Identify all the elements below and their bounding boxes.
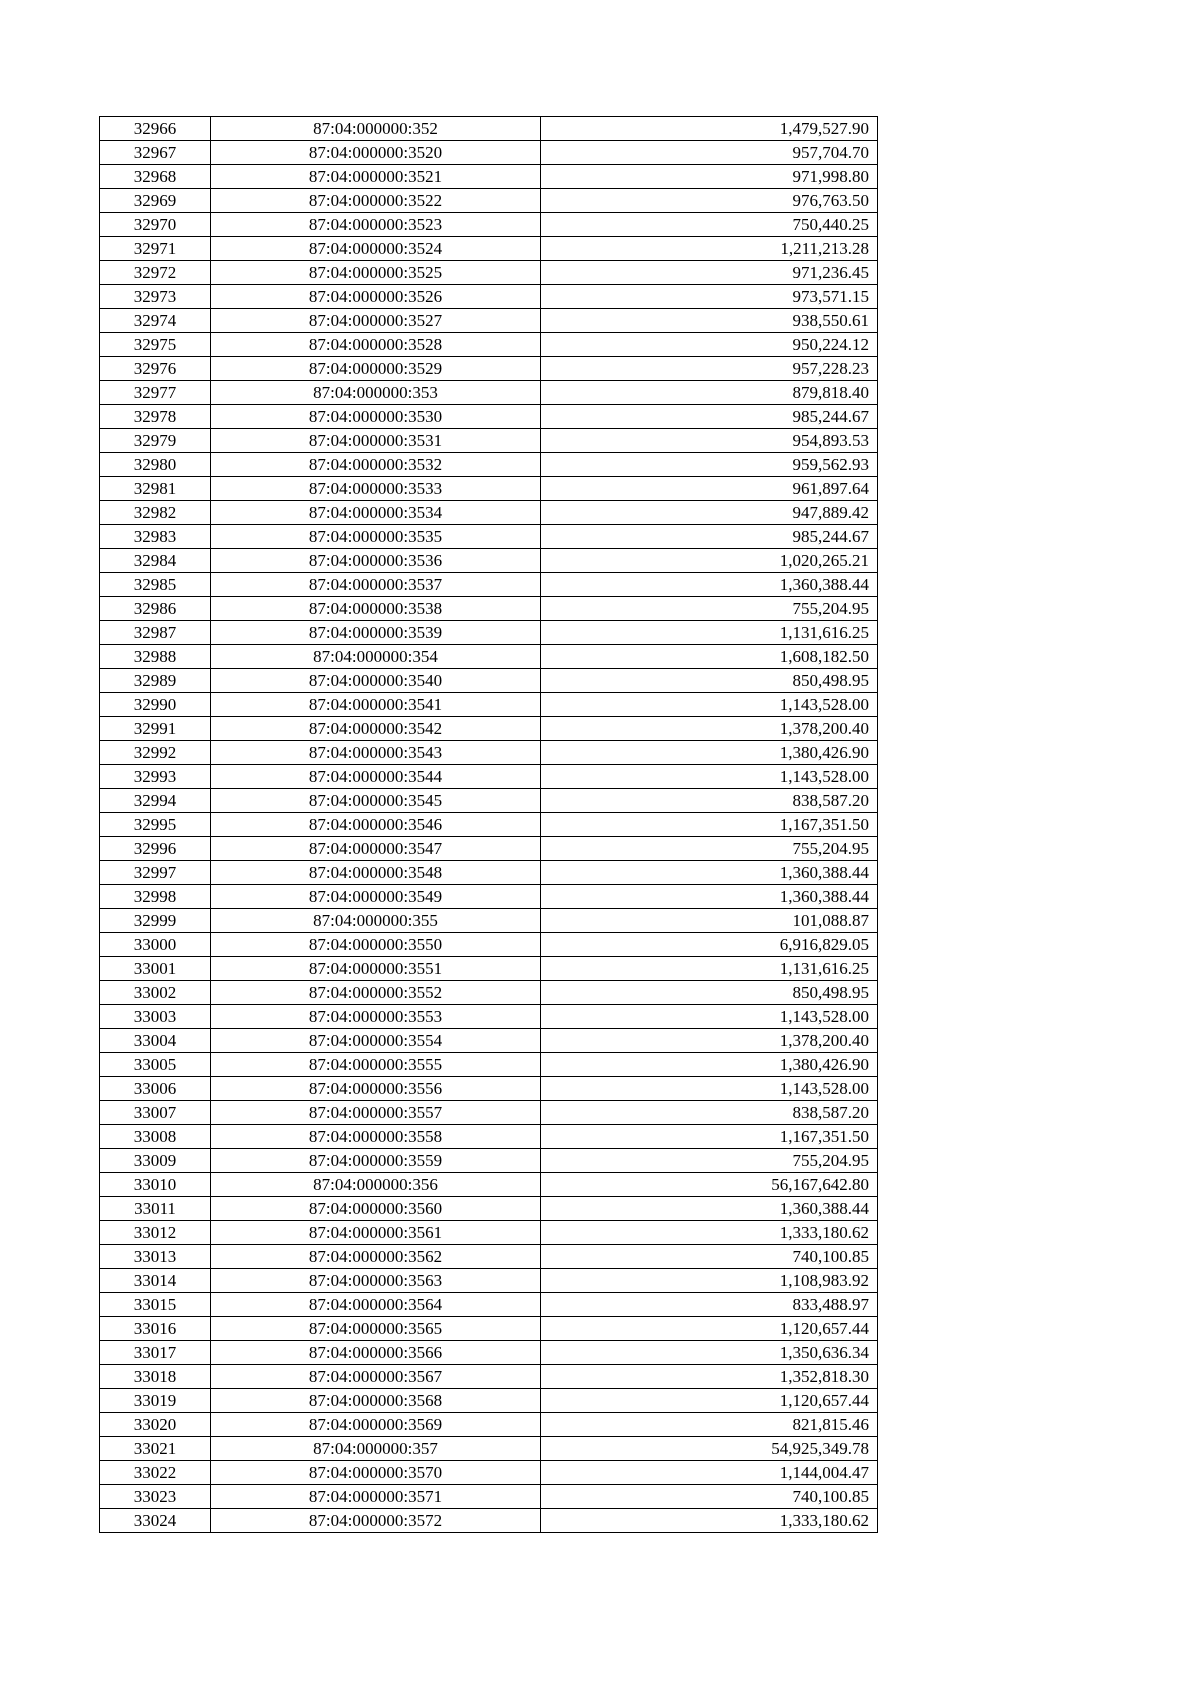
cell-code: 87:04:000000:3554 [211, 1029, 541, 1053]
cell-code: 87:04:000000:3556 [211, 1077, 541, 1101]
cell-code: 87:04:000000:3568 [211, 1389, 541, 1413]
cell-amount: 1,143,528.00 [541, 1005, 878, 1029]
cell-id: 33013 [100, 1245, 211, 1269]
table-row [100, 741, 878, 765]
cell-id: 33019 [100, 1389, 211, 1413]
table-row [100, 117, 878, 141]
cell-id: 32969 [100, 189, 211, 213]
cell-amount: 755,204.95 [541, 1149, 878, 1173]
cell-amount: 838,587.20 [541, 1101, 878, 1125]
cell-amount: 1,120,657.44 [541, 1317, 878, 1341]
cell-id: 32992 [100, 741, 211, 765]
cell-code: 87:04:000000:357 [211, 1437, 541, 1461]
cell-id: 32966 [100, 117, 211, 141]
table-row [100, 405, 878, 429]
table-body [100, 117, 878, 1533]
cell-amount: 950,224.12 [541, 333, 878, 357]
cell-id: 33015 [100, 1293, 211, 1317]
cell-code: 87:04:000000:3560 [211, 1197, 541, 1221]
cell-id: 32995 [100, 813, 211, 837]
cell-id: 33000 [100, 933, 211, 957]
cell-amount: 959,562.93 [541, 453, 878, 477]
cell-amount: 971,236.45 [541, 261, 878, 285]
data-table [99, 116, 878, 1533]
cell-amount: 1,020,265.21 [541, 549, 878, 573]
cell-amount: 1,378,200.40 [541, 717, 878, 741]
table-row [100, 1245, 878, 1269]
cell-amount: 1,380,426.90 [541, 1053, 878, 1077]
table-row [100, 1509, 878, 1533]
cell-id: 33011 [100, 1197, 211, 1221]
table-row [100, 597, 878, 621]
cell-code: 87:04:000000:3549 [211, 885, 541, 909]
cell-id: 33014 [100, 1269, 211, 1293]
table-row [100, 549, 878, 573]
cell-amount: 1,360,388.44 [541, 1197, 878, 1221]
cell-code: 87:04:000000:3548 [211, 861, 541, 885]
cell-code: 87:04:000000:3561 [211, 1221, 541, 1245]
table-row [100, 813, 878, 837]
table-row [100, 1365, 878, 1389]
cell-code: 87:04:000000:3544 [211, 765, 541, 789]
cell-id: 33021 [100, 1437, 211, 1461]
table-row [100, 357, 878, 381]
table-row [100, 933, 878, 957]
table-row [100, 429, 878, 453]
cell-id: 32973 [100, 285, 211, 309]
cell-code: 87:04:000000:3539 [211, 621, 541, 645]
cell-amount: 1,167,351.50 [541, 813, 878, 837]
cell-code: 87:04:000000:354 [211, 645, 541, 669]
cell-id: 33009 [100, 1149, 211, 1173]
cell-amount: 1,143,528.00 [541, 765, 878, 789]
table-row [100, 477, 878, 501]
cell-code: 87:04:000000:3520 [211, 141, 541, 165]
cell-id: 32987 [100, 621, 211, 645]
cell-id: 33007 [100, 1101, 211, 1125]
cell-amount: 973,571.15 [541, 285, 878, 309]
cell-code: 87:04:000000:3566 [211, 1341, 541, 1365]
cell-id: 32988 [100, 645, 211, 669]
cell-amount: 1,120,657.44 [541, 1389, 878, 1413]
cell-id: 32977 [100, 381, 211, 405]
cell-amount: 6,916,829.05 [541, 933, 878, 957]
cell-code: 87:04:000000:3569 [211, 1413, 541, 1437]
cell-id: 32980 [100, 453, 211, 477]
cell-id: 33020 [100, 1413, 211, 1437]
cell-amount: 947,889.42 [541, 501, 878, 525]
cell-amount: 740,100.85 [541, 1245, 878, 1269]
table-row [100, 621, 878, 645]
cell-code: 87:04:000000:3538 [211, 597, 541, 621]
table-row [100, 837, 878, 861]
cell-amount: 1,131,616.25 [541, 621, 878, 645]
table-row [100, 909, 878, 933]
cell-code: 87:04:000000:3523 [211, 213, 541, 237]
table-row [100, 1005, 878, 1029]
table-row [100, 1125, 878, 1149]
table-row [100, 1221, 878, 1245]
cell-id: 33012 [100, 1221, 211, 1245]
cell-code: 87:04:000000:3557 [211, 1101, 541, 1125]
cell-id: 33024 [100, 1509, 211, 1533]
cell-amount: 838,587.20 [541, 789, 878, 813]
table-row [100, 285, 878, 309]
table-row [100, 1197, 878, 1221]
cell-amount: 1,360,388.44 [541, 573, 878, 597]
cell-id: 32968 [100, 165, 211, 189]
cell-amount: 54,925,349.78 [541, 1437, 878, 1461]
table-row [100, 1293, 878, 1317]
cell-code: 87:04:000000:3555 [211, 1053, 541, 1077]
cell-code: 87:04:000000:3522 [211, 189, 541, 213]
table-row [100, 333, 878, 357]
table-row [100, 717, 878, 741]
cell-amount: 755,204.95 [541, 597, 878, 621]
cell-id: 32997 [100, 861, 211, 885]
table-row [100, 861, 878, 885]
table-row [100, 237, 878, 261]
cell-amount: 1,143,528.00 [541, 693, 878, 717]
cell-id: 32990 [100, 693, 211, 717]
cell-code: 87:04:000000:356 [211, 1173, 541, 1197]
cell-code: 87:04:000000:3545 [211, 789, 541, 813]
cell-code: 87:04:000000:3570 [211, 1461, 541, 1485]
cell-code: 87:04:000000:3552 [211, 981, 541, 1005]
cell-amount: 750,440.25 [541, 213, 878, 237]
table-row [100, 885, 878, 909]
cell-code: 87:04:000000:3521 [211, 165, 541, 189]
cell-id: 32999 [100, 909, 211, 933]
cell-code: 87:04:000000:3526 [211, 285, 541, 309]
cell-id: 32967 [100, 141, 211, 165]
cell-code: 87:04:000000:3559 [211, 1149, 541, 1173]
table-row [100, 957, 878, 981]
cell-code: 87:04:000000:3558 [211, 1125, 541, 1149]
cell-id: 32979 [100, 429, 211, 453]
table-row [100, 1269, 878, 1293]
cell-id: 33004 [100, 1029, 211, 1053]
cell-id: 32983 [100, 525, 211, 549]
table-row [100, 453, 878, 477]
table-row [100, 1101, 878, 1125]
cell-amount: 101,088.87 [541, 909, 878, 933]
cell-id: 33017 [100, 1341, 211, 1365]
cell-id: 32993 [100, 765, 211, 789]
cell-id: 32974 [100, 309, 211, 333]
cell-amount: 1,378,200.40 [541, 1029, 878, 1053]
table-row [100, 573, 878, 597]
cell-id: 33022 [100, 1461, 211, 1485]
cell-code: 87:04:000000:3543 [211, 741, 541, 765]
table-row [100, 525, 878, 549]
table-row [100, 1149, 878, 1173]
cell-code: 87:04:000000:3530 [211, 405, 541, 429]
cell-amount: 957,704.70 [541, 141, 878, 165]
cell-id: 33002 [100, 981, 211, 1005]
cell-id: 32970 [100, 213, 211, 237]
cell-id: 32996 [100, 837, 211, 861]
cell-code: 87:04:000000:352 [211, 117, 541, 141]
cell-id: 32976 [100, 357, 211, 381]
cell-amount: 1,108,983.92 [541, 1269, 878, 1293]
cell-code: 87:04:000000:3528 [211, 333, 541, 357]
cell-code: 87:04:000000:3540 [211, 669, 541, 693]
table-row [100, 765, 878, 789]
table-row [100, 645, 878, 669]
cell-code: 87:04:000000:3542 [211, 717, 541, 741]
table-row [100, 1077, 878, 1101]
table-row [100, 981, 878, 1005]
cell-code: 87:04:000000:3563 [211, 1269, 541, 1293]
cell-amount: 740,100.85 [541, 1485, 878, 1509]
table-row [100, 261, 878, 285]
cell-id: 33016 [100, 1317, 211, 1341]
cell-amount: 971,998.80 [541, 165, 878, 189]
cell-amount: 961,897.64 [541, 477, 878, 501]
cell-id: 33008 [100, 1125, 211, 1149]
cell-amount: 1,479,527.90 [541, 117, 878, 141]
cell-amount: 850,498.95 [541, 669, 878, 693]
cell-amount: 1,350,636.34 [541, 1341, 878, 1365]
cell-id: 32985 [100, 573, 211, 597]
cell-amount: 1,380,426.90 [541, 741, 878, 765]
cell-id: 33005 [100, 1053, 211, 1077]
table-row [100, 1317, 878, 1341]
cell-id: 32991 [100, 717, 211, 741]
table-row [100, 1485, 878, 1509]
cell-id: 32982 [100, 501, 211, 525]
cell-code: 87:04:000000:3546 [211, 813, 541, 837]
cell-code: 87:04:000000:3541 [211, 693, 541, 717]
table-row [100, 1341, 878, 1365]
cell-code: 87:04:000000:3537 [211, 573, 541, 597]
cell-id: 32971 [100, 237, 211, 261]
cell-amount: 1,360,388.44 [541, 861, 878, 885]
cell-amount: 1,352,818.30 [541, 1365, 878, 1389]
cell-amount: 1,333,180.62 [541, 1221, 878, 1245]
table-row [100, 309, 878, 333]
cell-code: 87:04:000000:3567 [211, 1365, 541, 1389]
table-row [100, 141, 878, 165]
table-row [100, 1173, 878, 1197]
cell-code: 87:04:000000:3572 [211, 1509, 541, 1533]
cell-amount: 1,608,182.50 [541, 645, 878, 669]
table-row [100, 1389, 878, 1413]
cell-id: 32998 [100, 885, 211, 909]
cell-code: 87:04:000000:3553 [211, 1005, 541, 1029]
cell-amount: 821,815.46 [541, 1413, 878, 1437]
cell-id: 33023 [100, 1485, 211, 1509]
cell-id: 32994 [100, 789, 211, 813]
table-row [100, 1413, 878, 1437]
cell-code: 87:04:000000:3531 [211, 429, 541, 453]
cell-code: 87:04:000000:3525 [211, 261, 541, 285]
table-row [100, 381, 878, 405]
cell-amount: 985,244.67 [541, 405, 878, 429]
cell-amount: 954,893.53 [541, 429, 878, 453]
cell-id: 33001 [100, 957, 211, 981]
cell-amount: 1,333,180.62 [541, 1509, 878, 1533]
cell-code: 87:04:000000:3551 [211, 957, 541, 981]
cell-amount: 1,143,528.00 [541, 1077, 878, 1101]
cell-amount: 957,228.23 [541, 357, 878, 381]
cell-code: 87:04:000000:3564 [211, 1293, 541, 1317]
cell-amount: 1,211,213.28 [541, 237, 878, 261]
cell-id: 33003 [100, 1005, 211, 1029]
cell-code: 87:04:000000:3529 [211, 357, 541, 381]
cell-code: 87:04:000000:3550 [211, 933, 541, 957]
table-row [100, 669, 878, 693]
cell-code: 87:04:000000:3565 [211, 1317, 541, 1341]
table-row [100, 1461, 878, 1485]
cell-amount: 976,763.50 [541, 189, 878, 213]
table-row [100, 1029, 878, 1053]
cell-code: 87:04:000000:3571 [211, 1485, 541, 1509]
cell-id: 32986 [100, 597, 211, 621]
table-row [100, 501, 878, 525]
cell-amount: 1,131,616.25 [541, 957, 878, 981]
cell-id: 33010 [100, 1173, 211, 1197]
cell-id: 32981 [100, 477, 211, 501]
cell-amount: 938,550.61 [541, 309, 878, 333]
cell-amount: 879,818.40 [541, 381, 878, 405]
table-row [100, 189, 878, 213]
table-row [100, 213, 878, 237]
cell-amount: 56,167,642.80 [541, 1173, 878, 1197]
cell-amount: 1,360,388.44 [541, 885, 878, 909]
cell-amount: 833,488.97 [541, 1293, 878, 1317]
cell-code: 87:04:000000:3527 [211, 309, 541, 333]
cell-id: 32984 [100, 549, 211, 573]
table-row [100, 693, 878, 717]
cell-id: 32975 [100, 333, 211, 357]
cell-id: 32978 [100, 405, 211, 429]
cell-code: 87:04:000000:3536 [211, 549, 541, 573]
cell-amount: 1,167,351.50 [541, 1125, 878, 1149]
cell-code: 87:04:000000:3532 [211, 453, 541, 477]
table-row [100, 789, 878, 813]
cell-id: 33018 [100, 1365, 211, 1389]
cell-id: 32972 [100, 261, 211, 285]
cell-code: 87:04:000000:3533 [211, 477, 541, 501]
cell-id: 32989 [100, 669, 211, 693]
cell-code: 87:04:000000:3535 [211, 525, 541, 549]
table-row [100, 165, 878, 189]
table-row [100, 1437, 878, 1461]
cell-amount: 1,144,004.47 [541, 1461, 878, 1485]
cell-amount: 755,204.95 [541, 837, 878, 861]
cell-code: 87:04:000000:355 [211, 909, 541, 933]
cell-code: 87:04:000000:3562 [211, 1245, 541, 1269]
cell-amount: 850,498.95 [541, 981, 878, 1005]
cell-code: 87:04:000000:3534 [211, 501, 541, 525]
table-row [100, 1053, 878, 1077]
cell-code: 87:04:000000:3524 [211, 237, 541, 261]
cell-amount: 985,244.67 [541, 525, 878, 549]
cell-code: 87:04:000000:3547 [211, 837, 541, 861]
cell-code: 87:04:000000:353 [211, 381, 541, 405]
cell-id: 33006 [100, 1077, 211, 1101]
